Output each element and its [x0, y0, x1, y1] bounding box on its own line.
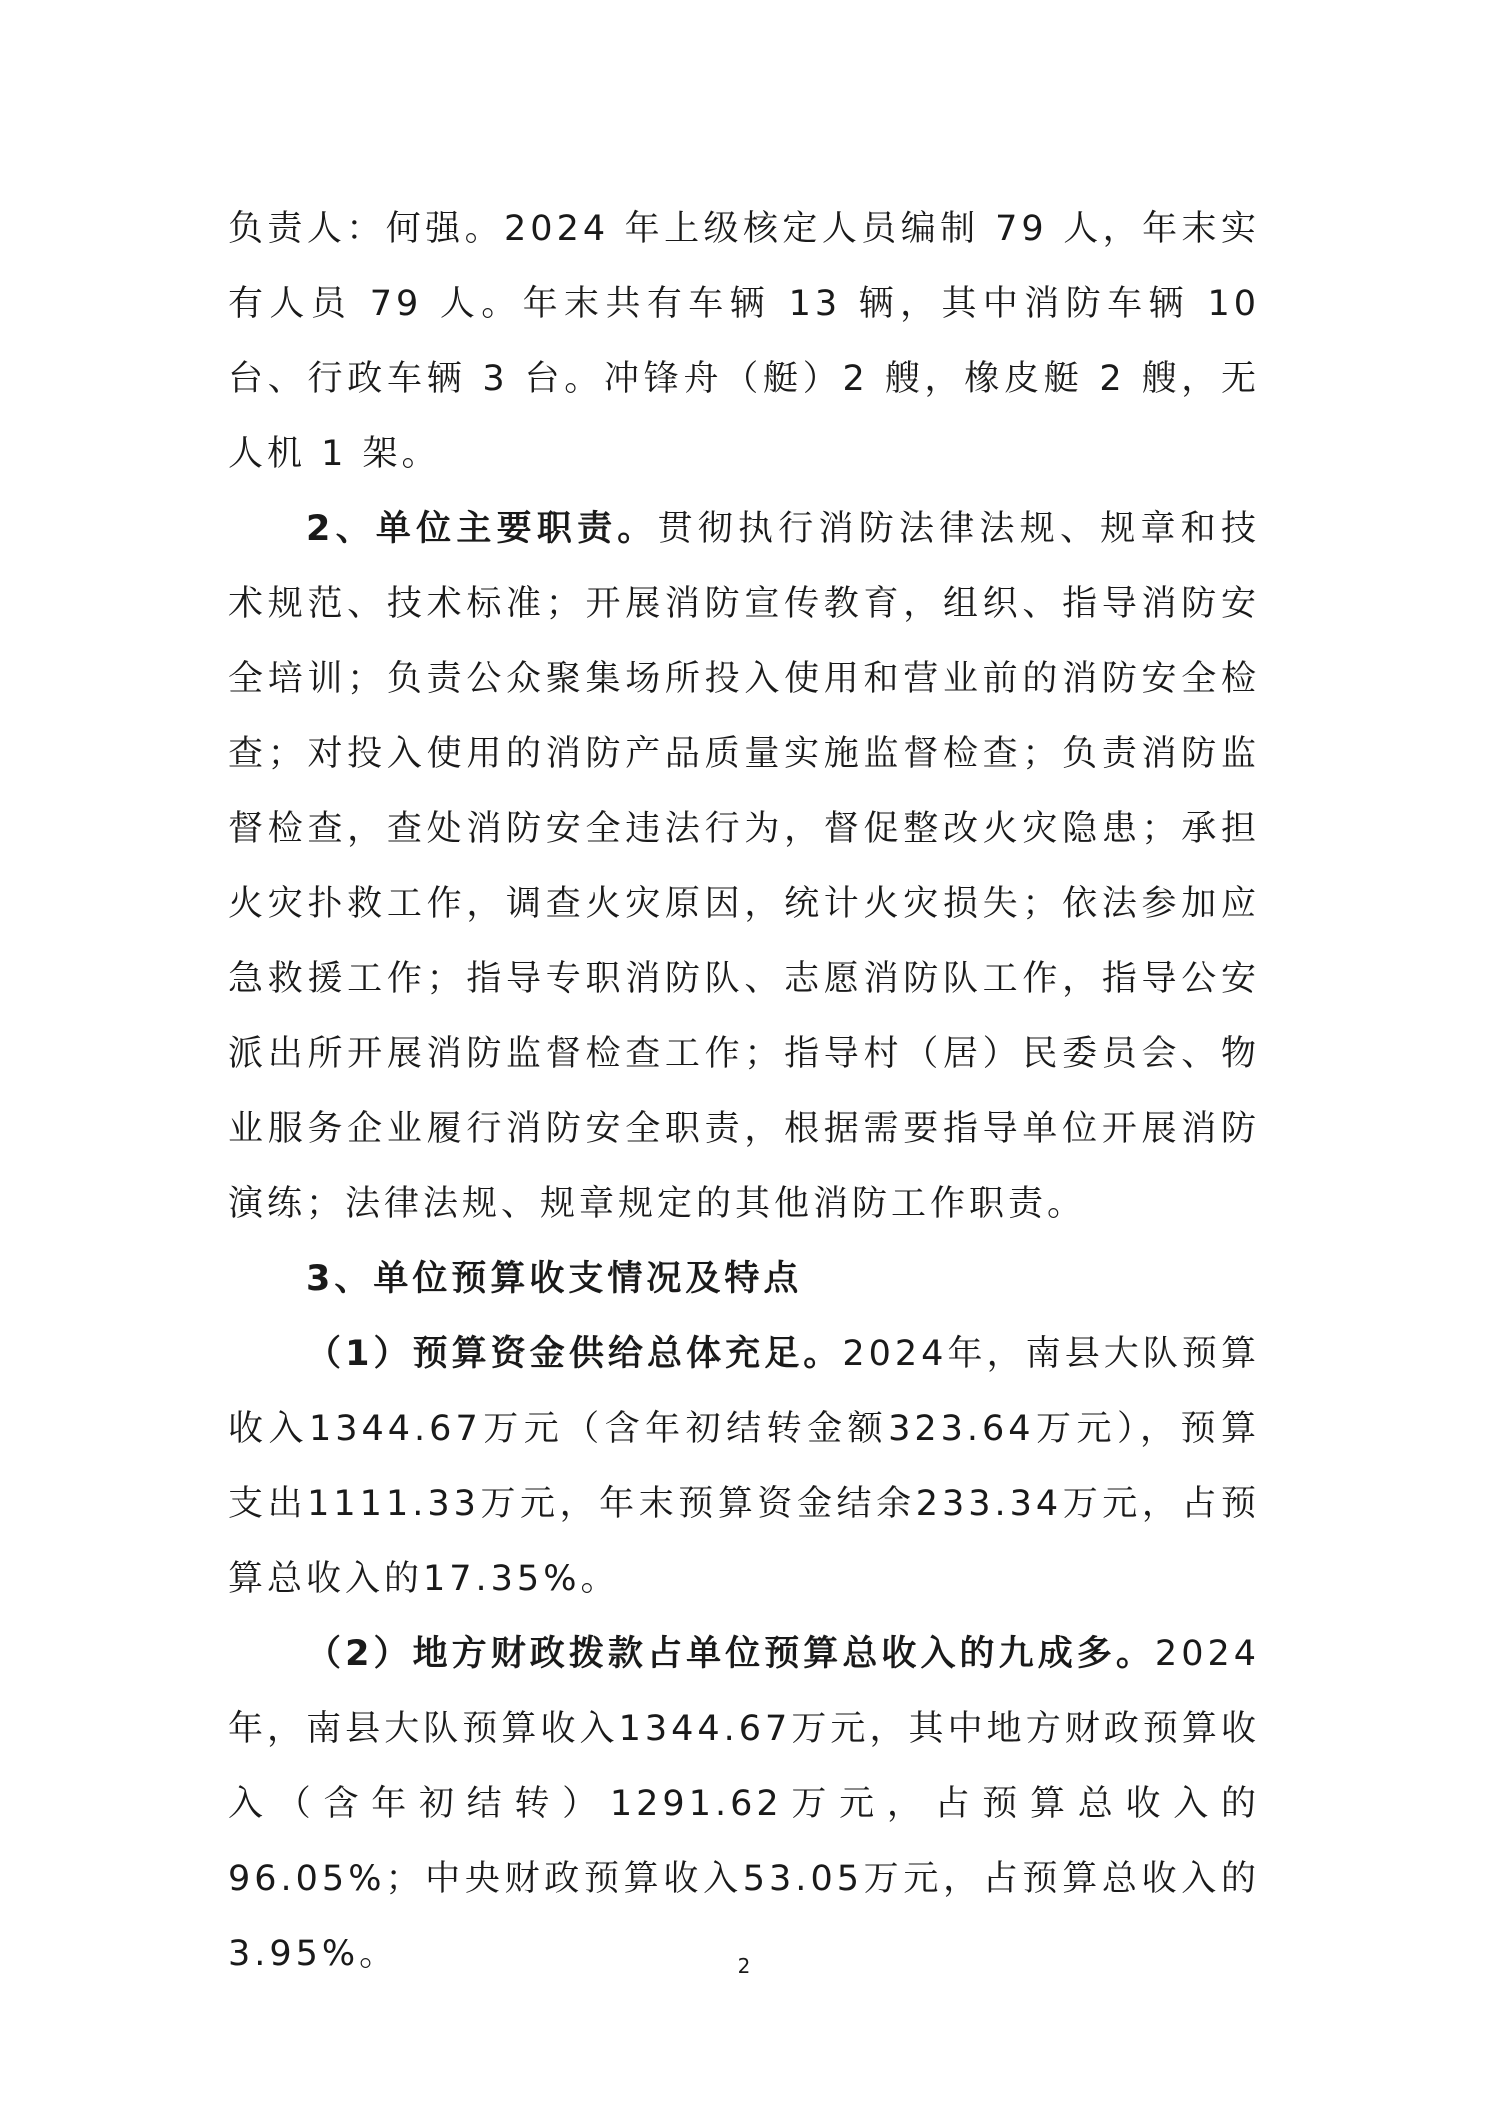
- paragraph-staffing: [228, 192, 1260, 492]
- paragraph-main-duties-text: 贯彻执行消防法律法规、规章和技术规范、技术标准；开展消防宣传教育，组织、指导消防安全培训；负责公众聚集场所投入使用和营业前的消防安全检查；对投入使用的消防产品质量实施监督检查；负责消防监督检查，查处消防安全违法行为，督促整改火灾隐患；承担火灾扑救工作，调查火灾原因，统计火灾损失；依法参加应急救援工作；指导专职消防队、志愿消防队工作，指导公安派出所开展消防监督检查工作；指导村（居）民委员会、物业服务企业履行消防安全职责，根据需要指导单位开展消防演练；法律法规、规章规定的其他消防工作职责。: [228, 509, 1260, 1224]
- subsection-heading-local-funding: （2）地方财政拨款占单位预算总收入的九成多。: [306, 1634, 1155, 1674]
- paragraph-local-funding: [228, 1617, 1260, 1992]
- page-number: 2: [737, 1954, 751, 1978]
- paragraph-budget-supply: [228, 1317, 1260, 1617]
- subsection-heading-budget-supply: （1）预算资金供给总体充足。: [306, 1334, 843, 1374]
- paragraph-budget-supply-text: 2024年，南县大队预算收入1344.67万元（含年初结转金额323.64万元），预算支出1111.33万元，年末预算资金结余233.34万元，占预算总收入的17.35%。: [228, 1334, 1261, 1599]
- section-heading-main-duties: 2、单位主要职责。: [306, 509, 658, 549]
- paragraph-budget-overview: [228, 1242, 1260, 1317]
- section-heading-budget: 3、单位预算收支情况及特点: [306, 1259, 803, 1299]
- paragraph-staffing-text: 负责人：何强。2024 年上级核定人员编制 79 人，年末实有人员 79 人。年末共有车辆 13 辆，其中消防车辆 10 台、行政车辆 3 台。冲锋舟（艇）2 艘，橡皮艇 2 艘，无人机 1 架。: [228, 209, 1260, 474]
- paragraph-main-duties: [228, 492, 1260, 1242]
- paragraph-local-funding-text: 2024年，南县大队预算收入1344.67万元，其中地方财政预算收入（含年初结转）1291.62万元，占预算总收入的96.05%；中央财政预算收入53.05万元，占预算总收入的3.95%。: [228, 1634, 1260, 1974]
- document-body: [228, 192, 1260, 1992]
